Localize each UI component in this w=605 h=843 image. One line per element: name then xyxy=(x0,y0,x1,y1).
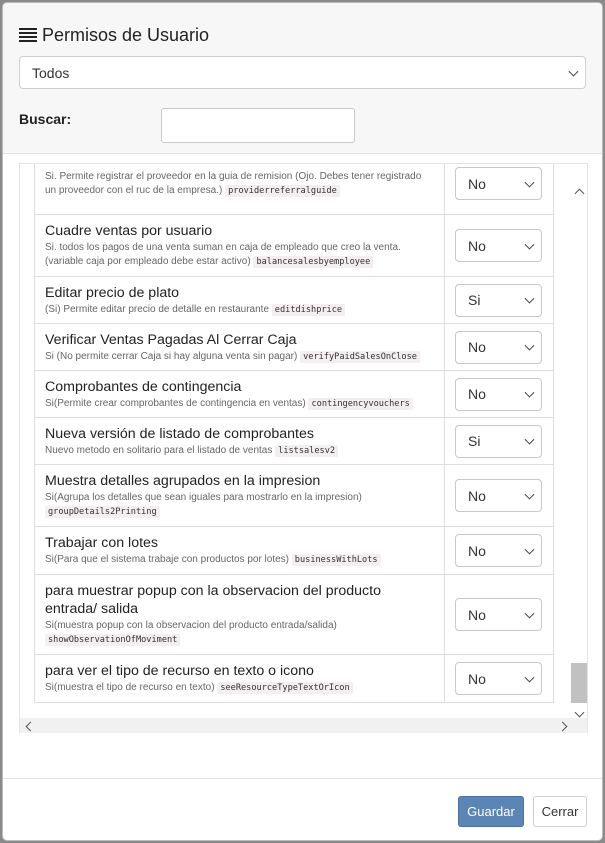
permission-value-cell xyxy=(445,371,554,418)
permission-description-cell xyxy=(35,215,445,277)
chevron-down-icon xyxy=(569,66,579,76)
permission-value: No xyxy=(468,339,486,355)
permission-description-text: Si(muestra el tipo de recurso en texto) xyxy=(45,682,215,693)
permissions-scroll-area xyxy=(19,163,588,733)
search-input[interactable] xyxy=(161,108,355,143)
permission-value-select[interactable] xyxy=(455,534,542,567)
permission-code: listsalesv2 xyxy=(275,445,338,457)
permission-value-select[interactable] xyxy=(455,167,542,200)
chevron-down-icon xyxy=(525,608,535,618)
permission-description xyxy=(45,303,435,317)
permission-name: Muestra detalles agrupados en la impresion xyxy=(45,473,321,489)
permission-description-cell xyxy=(35,418,445,465)
chevron-down-icon xyxy=(525,341,535,351)
permission-value-cell xyxy=(445,215,554,277)
permission-value: Si xyxy=(468,433,481,449)
modal-footer xyxy=(3,778,602,841)
permission-value-cell xyxy=(445,575,554,655)
permission-description-text: Si(muestra popup con la observacion del producto entrada/salida) xyxy=(45,620,337,631)
permission-description-cell xyxy=(35,575,445,655)
permission-code: contingencyvouchers xyxy=(308,398,412,410)
permission-description-text: Si. todos los pagos de una venta suman en caja de empleado que creo la venta. (variable caja por empleado debe estar activo) xyxy=(45,242,401,267)
permission-description xyxy=(45,350,435,364)
permission-description xyxy=(45,444,435,458)
permission-value-cell xyxy=(445,465,554,527)
modal-title xyxy=(19,23,209,47)
permission-code: balancesalesbyemployee xyxy=(253,256,373,268)
permission-description-text: Si (No permite cerrar Caja si hay alguna venta sin pagar) xyxy=(45,350,298,362)
permission-value-cell xyxy=(445,164,554,215)
permission-description-cell xyxy=(35,527,445,575)
search-label: Buscar: xyxy=(19,111,72,127)
permission-row xyxy=(35,164,554,215)
permission-value-select[interactable] xyxy=(455,479,542,512)
permission-value-cell xyxy=(445,324,554,371)
permission-description-cell xyxy=(35,371,445,418)
permission-value: No xyxy=(468,606,486,623)
permission-row xyxy=(35,465,554,527)
permission-description-cell xyxy=(35,655,445,703)
permission-value-select[interactable] xyxy=(455,229,542,262)
chevron-down-icon xyxy=(525,672,535,682)
modal-title-text: Permisos de Usuario xyxy=(42,24,210,45)
permission-row xyxy=(35,324,554,371)
permission-description-cell xyxy=(35,277,445,324)
filter-select-value: Todos xyxy=(32,64,70,81)
horizontal-scrollbar[interactable] xyxy=(20,718,587,733)
permission-name: para ver el tipo de recurso en texto o icono xyxy=(45,663,314,679)
vertical-scrollbar[interactable] xyxy=(571,186,587,720)
permission-name: Trabajar con lotes xyxy=(45,535,159,551)
permission-code: groupDetails2Printing xyxy=(45,506,160,518)
permission-name: Cuadre ventas por usuario xyxy=(45,223,213,239)
filter-select[interactable] xyxy=(19,56,586,89)
modal-header xyxy=(3,3,602,154)
vertical-scroll-thumb[interactable] xyxy=(571,663,587,703)
permission-code: businessWithLots xyxy=(292,554,381,566)
permission-value: No xyxy=(468,487,486,504)
permission-description-text: (Si) Permite editar precio de detalle en restaurante xyxy=(45,303,270,315)
permission-name: Nueva versión de listado de comprobantes xyxy=(45,425,314,442)
permission-value-select[interactable] xyxy=(455,425,542,458)
permission-code: providerreferralguide xyxy=(225,185,340,197)
chevron-down-icon xyxy=(525,294,535,304)
permission-value-cell xyxy=(445,655,554,703)
permission-description-text: Si. Permite registrar el proveedor en la guia de remision (Ojo. Debes tener registrado un proveedor con el ruc de la empresa.) xyxy=(45,171,422,196)
permissions-list xyxy=(34,164,554,712)
permission-description-text: Si(Permite crear comprobantes de contingencia en ventas) xyxy=(45,397,306,409)
permission-description xyxy=(45,491,435,519)
permission-code: seeResourceTypeTextOrIcon xyxy=(217,682,352,694)
permission-description-cell xyxy=(35,324,445,371)
permission-value: Si xyxy=(468,292,481,308)
permission-description xyxy=(45,170,435,198)
permission-description-cell xyxy=(35,164,445,215)
permission-value: No xyxy=(468,175,486,192)
permission-value-cell xyxy=(445,418,554,465)
permission-value-cell xyxy=(445,277,554,324)
permission-description xyxy=(45,619,435,647)
permission-value-select[interactable] xyxy=(455,331,542,364)
permission-row xyxy=(35,371,554,418)
scroll-left-icon[interactable] xyxy=(24,721,34,731)
permission-value: No xyxy=(468,386,486,402)
permission-value-select[interactable] xyxy=(455,284,542,317)
permission-name: Verificar Ventas Pagadas Al Cerrar Caja xyxy=(45,331,297,348)
permission-code: verifyPaidSalesOnClose xyxy=(300,351,420,363)
permission-code: showObservationOfMoviment xyxy=(45,634,180,646)
permission-description-text: Si(Para que el sistema trabaje con productos por lotes) xyxy=(45,554,290,565)
permission-row xyxy=(35,277,554,324)
save-button[interactable]: Guardar xyxy=(458,796,524,827)
permission-row xyxy=(35,527,554,575)
scroll-up-icon[interactable] xyxy=(574,186,584,196)
permission-description-text: Nuevo metodo en solitario para el listado de ventas xyxy=(45,444,273,456)
permission-name: Comprobantes de contingencia xyxy=(45,378,242,395)
scroll-right-icon[interactable] xyxy=(559,721,569,731)
chevron-down-icon xyxy=(525,239,535,249)
permission-value-cell xyxy=(445,527,554,575)
permission-name: para muestrar popup con la observacion del producto entrada/ salida xyxy=(45,583,381,617)
permission-description xyxy=(45,681,435,695)
permission-description-text: Si(Agrupa los detalles que sean iguales para mostrarlo en la impresion) xyxy=(45,492,362,503)
list-icon xyxy=(19,28,37,42)
permission-value-select[interactable] xyxy=(455,598,542,631)
permission-row xyxy=(35,215,554,277)
chevron-down-icon xyxy=(525,177,535,187)
permissions-modal xyxy=(2,2,603,841)
permission-value: No xyxy=(468,670,486,687)
permission-description xyxy=(45,397,435,411)
permissions-table xyxy=(34,164,554,703)
chevron-down-icon xyxy=(525,544,535,554)
permission-row xyxy=(35,575,554,655)
permission-value-select[interactable] xyxy=(455,662,542,695)
permission-row xyxy=(35,418,554,465)
chevron-down-icon xyxy=(525,388,535,398)
chevron-down-icon xyxy=(525,489,535,499)
permission-value: No xyxy=(468,237,486,254)
permission-name: Editar precio de plato xyxy=(45,284,180,301)
permission-value: No xyxy=(468,542,486,559)
close-button[interactable]: Cerrar xyxy=(533,796,587,827)
chevron-down-icon xyxy=(525,435,535,445)
permission-code: editdishprice xyxy=(272,304,345,316)
permission-description xyxy=(45,553,435,567)
permission-value-select[interactable] xyxy=(455,378,542,411)
permission-description xyxy=(45,241,435,269)
permission-row xyxy=(35,655,554,703)
permission-description-cell xyxy=(35,465,445,527)
